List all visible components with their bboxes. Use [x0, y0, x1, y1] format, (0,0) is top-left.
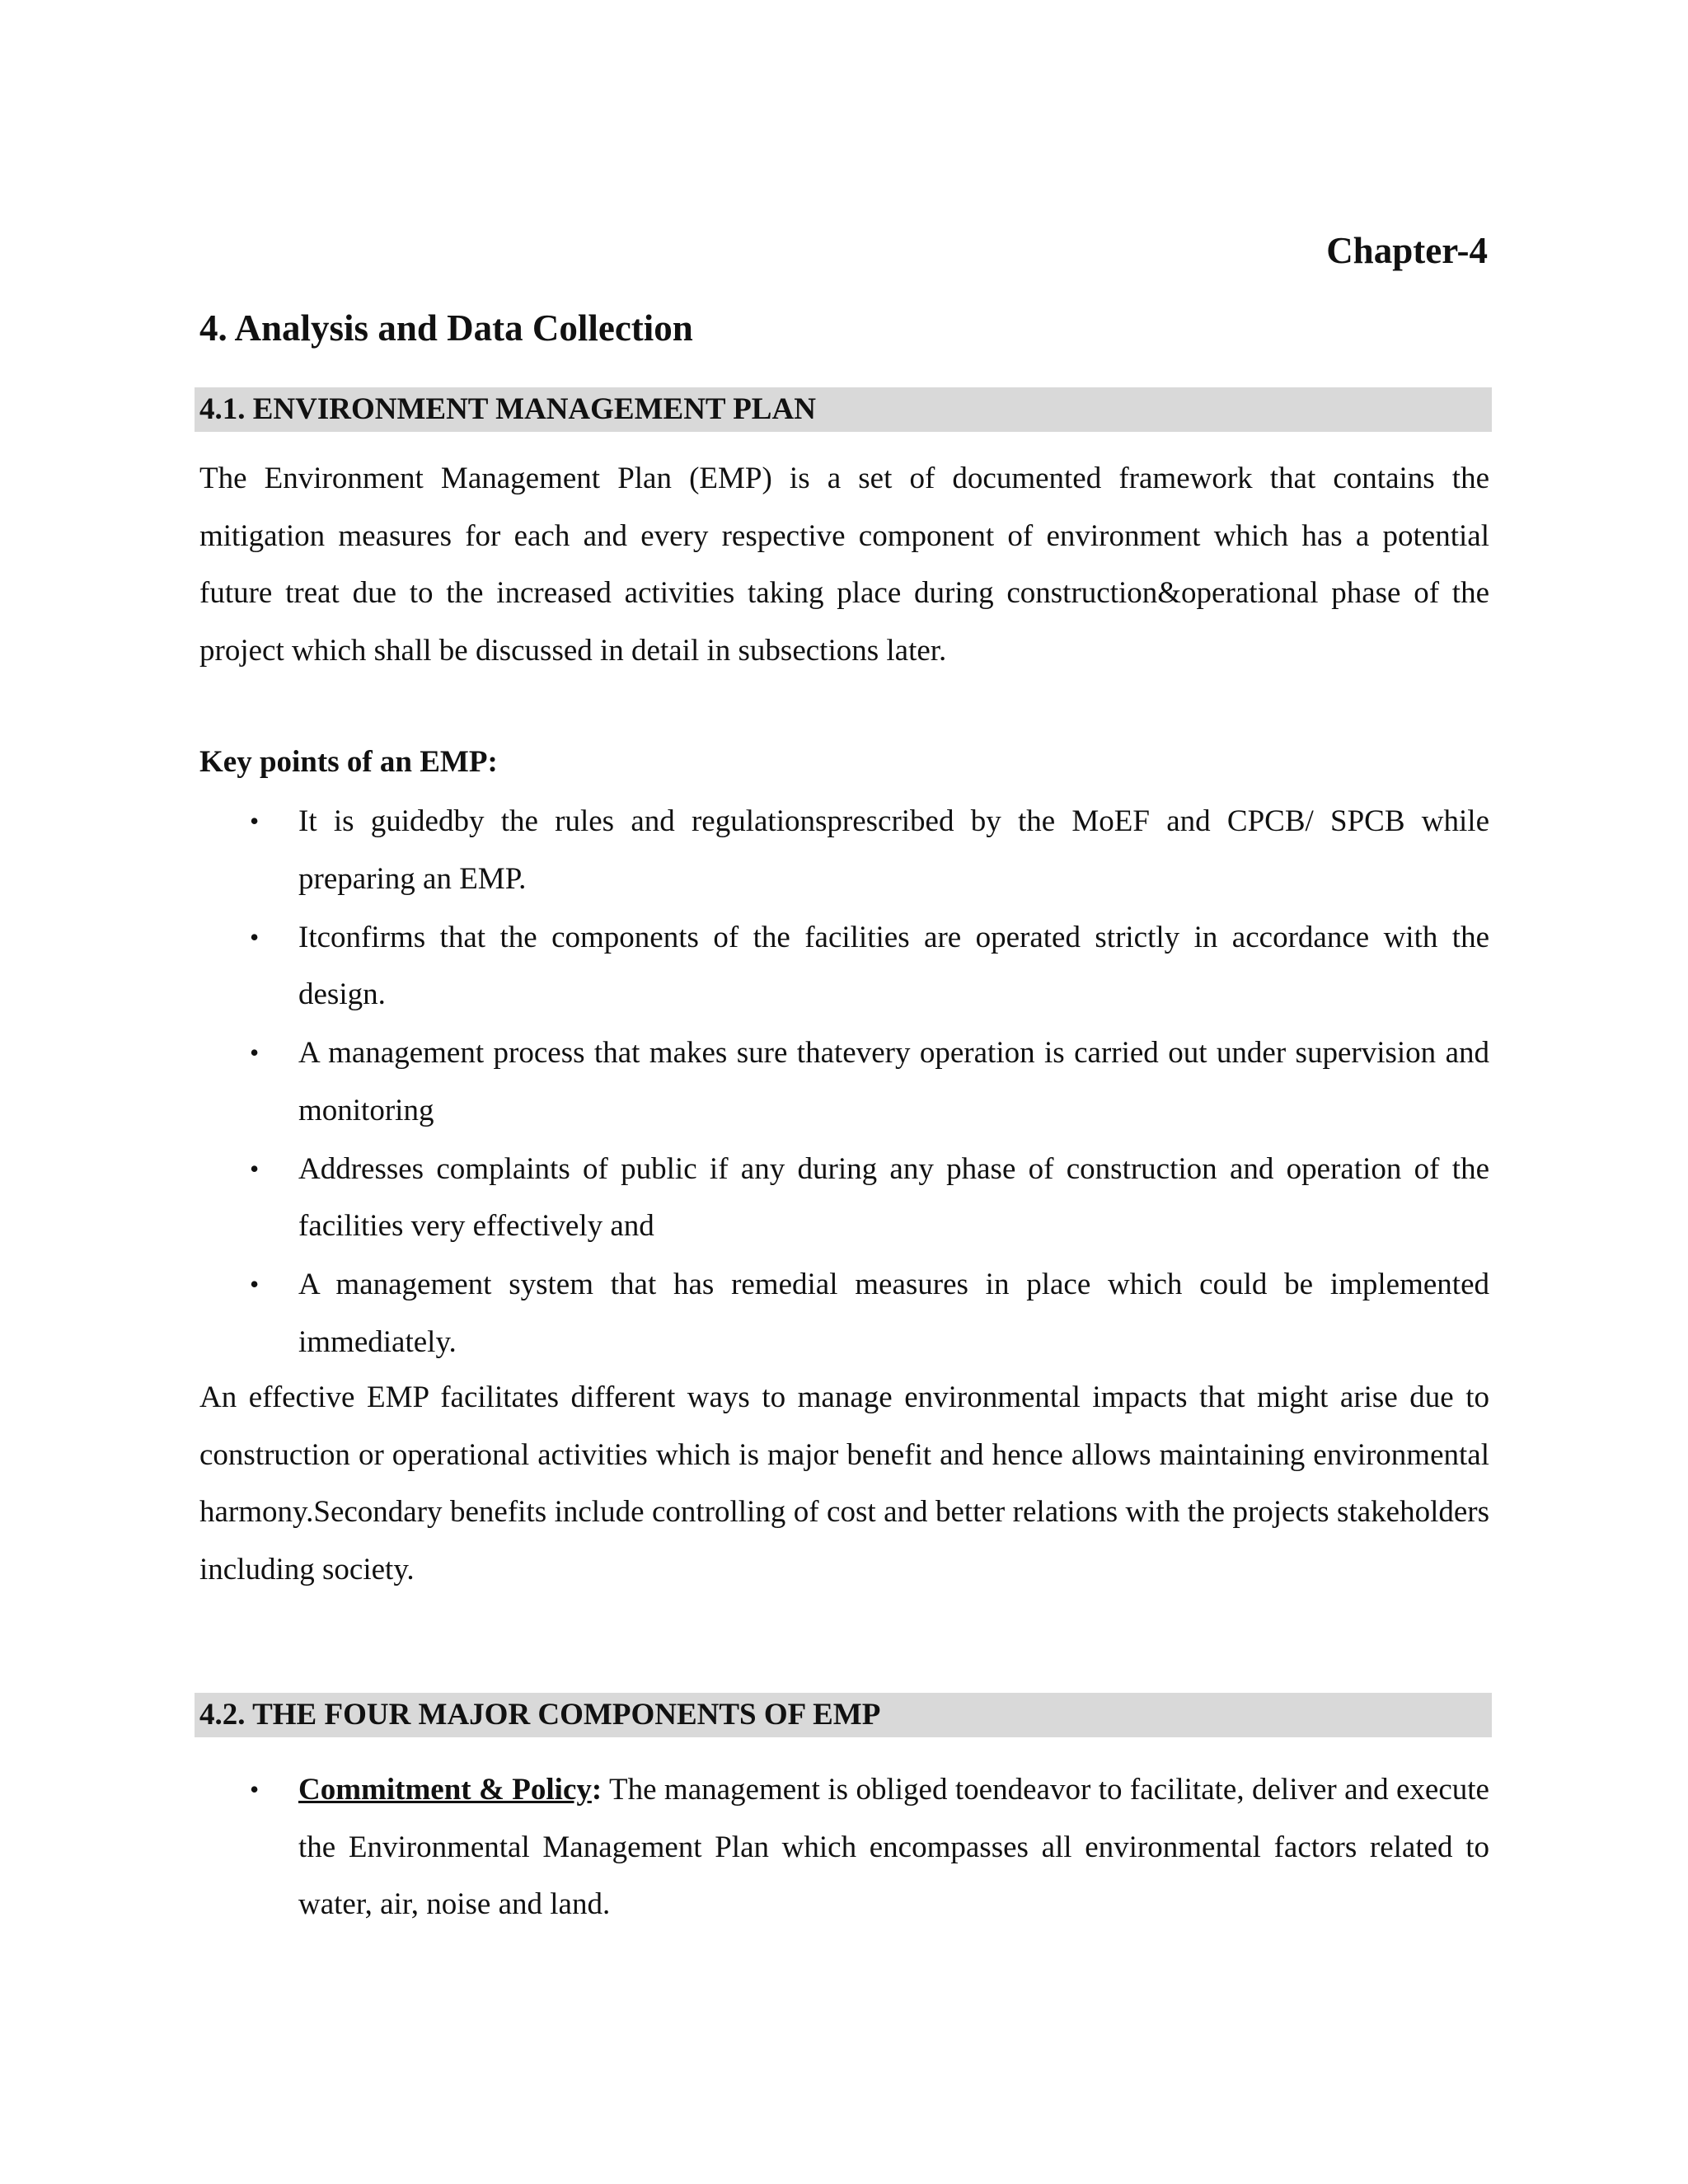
bullet-icon: • [250, 806, 260, 836]
bullet-icon: • [250, 1269, 260, 1299]
list-item [198, 909, 1489, 1024]
list-item [198, 1024, 1489, 1139]
list-item [198, 1141, 1489, 1255]
bullet-icon: • [250, 1038, 260, 1067]
bullet-icon: • [250, 921, 260, 952]
chapter-title: 4. Analysis and Data Collection [199, 307, 693, 349]
component-term: Commitment & Policy [298, 1773, 592, 1807]
chapter-label: Chapter-4 [1326, 230, 1488, 271]
list-item [198, 1256, 1489, 1371]
section-heading-4-2: 4.2. THE FOUR MAJOR COMPONENTS OF EMP [195, 1693, 1492, 1737]
list-item-text: Addresses complaints of public if any during any phase of construction and operation of the facilities very effectively and [298, 1151, 1489, 1243]
list-item-text: Itconfirms that the components of the facilities are operated strictly in accordance with the design. [298, 920, 1489, 1011]
section-heading-4-1: 4.1. ENVIRONMENT MANAGEMENT PLAN [195, 387, 1492, 432]
list-item-text: A management system that has remedial measures in place which could be implemented immediately. [298, 1268, 1489, 1359]
components-list [198, 1761, 1489, 1934]
closing-paragraph: An effective EMP facilitates different ways to manage environmental impacts that might arise due to construction or operational activities which is major benefit and hence allows maintaining environmental harmony.Secondary benefits include controlling of cost and better relations with the projects stakeholders including society. [199, 1380, 1489, 1586]
document-page [198, 0, 1488, 2184]
component-term-colon: : [591, 1773, 603, 1807]
component-description: The management is obliged toendeavor to facilitate, deliver and execute the Environmental Management Plan which encompasses all environmental factors related to water, air, noise and land. [298, 1773, 1489, 1921]
list-item-text: It is guidedby the rules and regulationsprescribed by the MoEF and CPCB/ SPCB while preparing an EMP. [298, 804, 1489, 896]
key-points-list [198, 793, 1489, 1372]
list-item-text: A management process that makes sure thatevery operation is carried out under supervision and monitoring [298, 1036, 1489, 1127]
bullet-icon: • [250, 1774, 260, 1804]
list-item [198, 1761, 1489, 1933]
section-intro-paragraph: The Environment Management Plan (EMP) is a set of documented framework that contains the mitigation measures for each and every respective component of environment which has a potential future treat due to the increased activities taking place during construction&operational phase of the project which shall be discussed in detail in subsections later. [199, 462, 1489, 668]
list-item [198, 793, 1489, 907]
bullet-icon: • [250, 1153, 260, 1183]
key-points-label: Key points of an EMP: [199, 745, 498, 779]
